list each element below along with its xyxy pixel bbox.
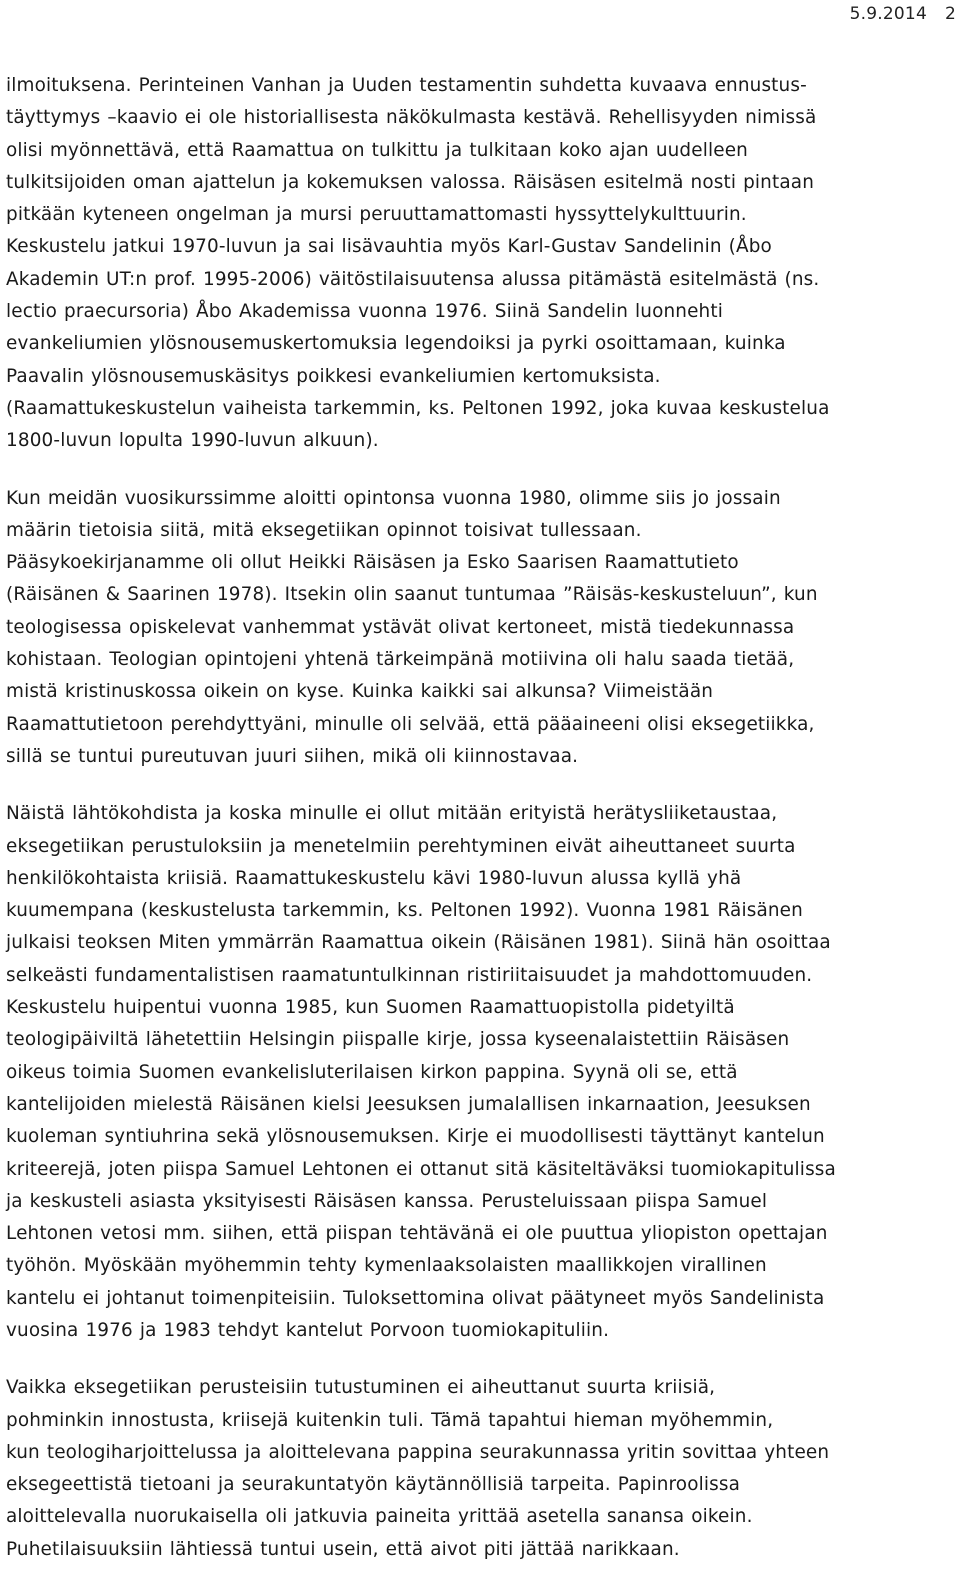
document-body [6,70,946,1566]
text-line: eksegeettistä tietoani ja seurakuntatyön käytännöllisiä tarpeita. Papinroolissa [6,1474,741,1496]
text-line: lectio praecursoria) Åbo Akademissa vuonna 1976. Siinä Sandelin luonnehti [6,301,723,323]
text-line: Raamattutietoon perehdyttyäni, minulle oli selvää, että pääaineeni olisi eksegetiikka, [6,713,815,735]
text-line: Näistä lähtökohdista ja koska minulle ei ollut mitään erityistä herätysliiketaustaa, [6,803,778,825]
text-line: pohminkin innostusta, kriisejä kuitenkin tuli. Tämä tapahtui hieman myöhemmin, [6,1409,774,1431]
text-line: täyttymys –kaavio ei ole historiallisesta näkökulmasta kestävä. Rehellisyyden nimissä [6,107,817,129]
paragraph [6,483,946,774]
text-line: Lehtonen vetosi mm. siihen, että piispan tehtävänä ei ole puuttua yliopiston opettajan [6,1223,828,1245]
text-line: kriteerejä, joten piispa Samuel Lehtonen ei ottanut sitä käsiteltäväksi tuomiokapitulissa [6,1158,836,1180]
text-line: työhön. Myöskään myöhemmin tehty kymenlaaksolaisten maallikkojen virallinen [6,1255,767,1277]
text-line: (Raamattukeskustelun vaiheista tarkemmin, ks. Peltonen 1992, joka kuvaa keskustelua [6,397,830,419]
text-line: ilmoituksena. Perinteinen Vanhan ja Uuden testamentin suhdetta kuvaava ennustus- [6,75,807,96]
text-line: eksegetiikan perustuloksiin ja menetelmiin perehtyminen eivät aiheuttaneet suurta [6,835,796,857]
text-line: 1800-luvun lopulta 1990-luvun alkuun). [6,430,379,452]
page-header [850,4,956,24]
text-line: tulkitsijoiden oman ajattelun ja kokemuksen valossa. Räisäsen esitelmä nosti pintaan [6,171,814,193]
text-line: pitkään kyteneen ongelman ja mursi peruuttamattomasti hyssyttelykulttuurin. [6,204,747,226]
text-line: Akademin UT:n prof. 1995-2006) väitöstilaisuutensa alussa pitämästä esitelmästä (ns. [6,268,820,290]
text-line: Keskustelu huipentui vuonna 1985, kun Suomen Raamattuopistolla pidetyiltä [6,997,735,1019]
text-line: aloittelevalla nuorukaisella oli jatkuvia paineita yrittää asetella sanansa oikein. [6,1506,753,1528]
text-line: julkaisi teoksen Miten ymmärrän Raamattua oikein (Räisänen 1981). Siinä hän osoittaa [6,932,831,954]
text-line: teologipäiviltä lähetettiin Helsingin piispalle kirje, jossa kyseenalaistettiin Räisäsen [6,1029,790,1051]
text-line: kuoleman syntiuhrina sekä ylösnousemuksen. Kirje ei muodollisesti täyttänyt kantelun [6,1126,825,1148]
text-line: Puhetilaisuuksiin lähtiessä tuntui usein, että aivot piti jättää narikkaan. [6,1538,680,1560]
text-line: kantelu ei johtanut toimenpiteisiin. Tuloksettomina olivat päätyneet myös Sandelinista [6,1287,825,1309]
text-line: Paavalin ylösnousemuskäsitys poikkesi evankeliumien kertomuksista. [6,365,661,387]
text-line: ja keskusteli asiasta yksityisesti Räisäsen kanssa. Perusteluissaan piispa Samuel [6,1190,768,1212]
text-line: Vaikka eksegetiikan perusteisiin tutustuminen ei aiheuttanut suurta kriisiä, [6,1377,716,1399]
text-line: mistä kristinuskossa oikein on kyse. Kuinka kaikki sai alkunsa? Viimeistään [6,681,714,703]
text-line: Pääsykoekirjanamme oli ollut Heikki Räisäsen ja Esko Saarisen Raamattutieto [6,552,739,574]
text-line: (Räisänen & Saarinen 1978). Itsekin olin saanut tuntumaa ”Räisäs-keskusteluun”, kun [6,584,818,606]
text-line: määrin tietoisia siitä, mitä eksegetiikan opinnot toisivat tullessaan. [6,519,642,541]
text-line: olisi myönnettävä, että Raamattua on tulkittu ja tulkitaan koko ajan uudelleen [6,139,748,161]
text-line: oikeus toimia Suomen evankelisluterilaisen kirkon pappina. Syynä oli se, että [6,1061,738,1083]
paragraph [6,70,946,458]
header-date: 5.9.2014 [849,4,927,24]
paragraph [6,1372,946,1566]
text-line: henkilökohtaista kriisiä. Raamattukeskustelu kävi 1980-luvun alussa kyllä yhä [6,867,742,889]
text-line: kuumempana (keskustelusta tarkemmin, ks. Peltonen 1992). Vuonna 1981 Räisänen [6,900,803,922]
text-line: evankeliumien ylösnousemuskertomuksia legendoiksi ja pyrki osoittamaan, kuinka [6,333,786,355]
text-line: selkeästi fundamentalistisen raamatuntulkinnan ristiriitaisuudet ja mahdottomuuden. [6,964,813,986]
text-line: teologisessa opiskelevat vanhemmat ystävät olivat kertoneet, mistä tiedekunnassa [6,616,795,638]
text-line: kohistaan. Teologian opintojeni yhtenä tärkeimpänä motiivina oli halu saada tietää, [6,649,795,671]
paragraph [6,798,946,1347]
text-line: kun teologiharjoittelussa ja aloittelevana pappina seurakunnassa yritin sovittaa yhteen [6,1441,830,1463]
header-page-number: 2 [944,4,956,24]
text-line: Keskustelu jatkui 1970-luvun ja sai lisävauhtia myös Karl-Gustav Sandelinin (Åbo [6,236,772,258]
text-line: vuosina 1976 ja 1983 tehdyt kantelut Porvoon tuomiokapituliin. [6,1319,610,1341]
text-line: sillä se tuntui pureutuvan juuri siihen, mikä oli kiinnostavaa. [6,745,579,767]
text-line: Kun meidän vuosikurssimme aloitti opintonsa vuonna 1980, olimme siis jo jossain [6,487,781,509]
text-line: kantelijoiden mielestä Räisänen kielsi Jeesuksen jumalallisen inkarnaation, Jeesuksen [6,1093,811,1115]
